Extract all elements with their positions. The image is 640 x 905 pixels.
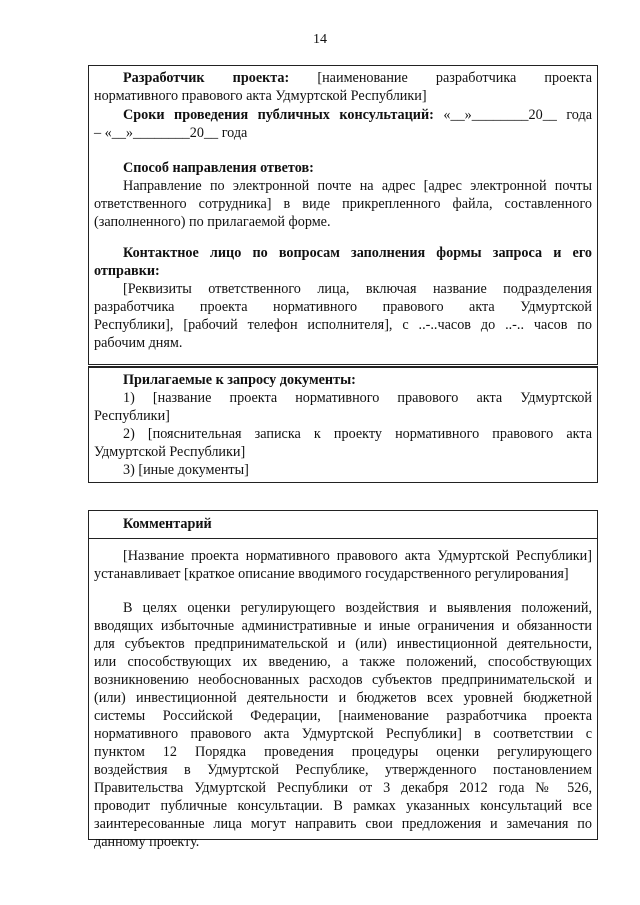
comment-body-line: для субъектов предпринимательской и (или) инвестиционной деятельности, bbox=[94, 636, 592, 652]
comment-body-line: воздействия в Удмуртской Республике, утвержденного постановлением bbox=[94, 762, 592, 778]
developer-value-line2: нормативного правового акта Удмуртской Республики] bbox=[94, 88, 427, 104]
attached-documents-heading: Прилагаемые к запросу документы: bbox=[123, 372, 356, 388]
contact-heading-line2: отправки: bbox=[94, 263, 160, 279]
comment-body-line: системы Российской Федерации, [наименование разработчика проекта bbox=[94, 708, 592, 724]
contact-line: [Реквизиты ответственного лица, включая название подразделения bbox=[123, 281, 592, 297]
developer-paragraph bbox=[94, 69, 592, 105]
terms-value-line1: «__»________20__ года bbox=[443, 107, 593, 123]
comment-body-line: заинтересованные лица могут направить свои предложения и замечания по bbox=[94, 816, 592, 832]
terms-value-line2: – «__»________20__ года bbox=[94, 125, 248, 141]
developer-value-line1: [наименование разработчика проекта bbox=[317, 70, 593, 86]
comment-heading: Комментарий bbox=[123, 516, 212, 532]
attached-document-line: Республики] bbox=[94, 408, 170, 424]
comment-heading-row bbox=[94, 515, 592, 533]
response-method-heading: Способ направления ответов: bbox=[123, 160, 314, 176]
comment-intro-line: устанавливает [краткое описание вводимого государственного регулирования] bbox=[94, 566, 569, 582]
contact-heading-line1: Контактное лицо по вопросам заполнения формы запроса и его bbox=[123, 245, 592, 261]
comment-body-line: нормативного правового акта Удмуртской Республики] в соответствии с bbox=[94, 726, 592, 742]
comment-body-line: или способствующих их введению, а также положений, способствующих bbox=[94, 654, 592, 670]
comment-body-line: пунктом 12 Порядка проведения процедуры оценки регулирующего bbox=[94, 744, 592, 760]
comment-body-line: проводит публичные консультации. В рамках указанных консультаций все bbox=[94, 798, 592, 814]
contact-section bbox=[94, 244, 592, 352]
contact-line: Республики], [рабочий телефон исполнителя], с ..-..часов до ..-.. часов по bbox=[94, 317, 592, 333]
response-method-section bbox=[94, 159, 592, 231]
comment-body-line: Правительства Удмуртской Республики от 3 декабря 2012 года № 526, bbox=[94, 780, 592, 796]
consultation-info-box bbox=[88, 65, 598, 365]
response-method-line: Направление по электронной почте на адрес [адрес электронной почты bbox=[123, 178, 592, 194]
comment-body-line: вводящих избыточные административные и иные ограничения и обязанности bbox=[94, 618, 592, 634]
comment-intro-line: [Название проекта нормативного правового акта Удмуртской Республики] bbox=[123, 548, 592, 564]
comment-body-line: (или) инвестиционной деятельности и бюджетов всех уровней бюджетной bbox=[94, 690, 592, 706]
attached-documents-box bbox=[88, 366, 598, 483]
attached-document-line: Удмуртской Республики] bbox=[94, 444, 246, 460]
page-number: 14 bbox=[313, 32, 327, 47]
comment-box bbox=[88, 510, 598, 850]
comment-body-line: В целях оценки регулирующего воздействия и выявления положений, bbox=[123, 600, 592, 616]
developer-label: Разработчик проекта: bbox=[123, 70, 290, 86]
terms-paragraph bbox=[94, 106, 592, 142]
attached-document-line: 1) [название проекта нормативного правового акта Удмуртской bbox=[123, 390, 592, 406]
comment-heading-divider bbox=[89, 538, 597, 539]
comment-body-line: возникновению необоснованных расходов субъектов предпринимательской и bbox=[94, 672, 592, 688]
contact-line: рабочим дням. bbox=[94, 335, 183, 351]
response-method-line: ответственного сотрудника] в виде прикрепленного файла, составленного bbox=[94, 196, 592, 212]
attached-documents-section bbox=[94, 371, 592, 479]
comment-intro bbox=[94, 547, 592, 583]
comment-body bbox=[94, 599, 592, 851]
terms-label: Сроки проведения публичных консультаций: bbox=[123, 107, 434, 123]
contact-line: разработчика проекта нормативного правового акта Удмуртской bbox=[94, 299, 592, 315]
comment-body-line: данному проекту. bbox=[94, 834, 200, 850]
attached-document-line: 3) [иные документы] bbox=[123, 462, 249, 478]
attached-document-line: 2) [пояснительная записка к проекту нормативного правового акта bbox=[123, 426, 592, 442]
response-method-line: (заполненного) по прилагаемой форме. bbox=[94, 214, 331, 230]
